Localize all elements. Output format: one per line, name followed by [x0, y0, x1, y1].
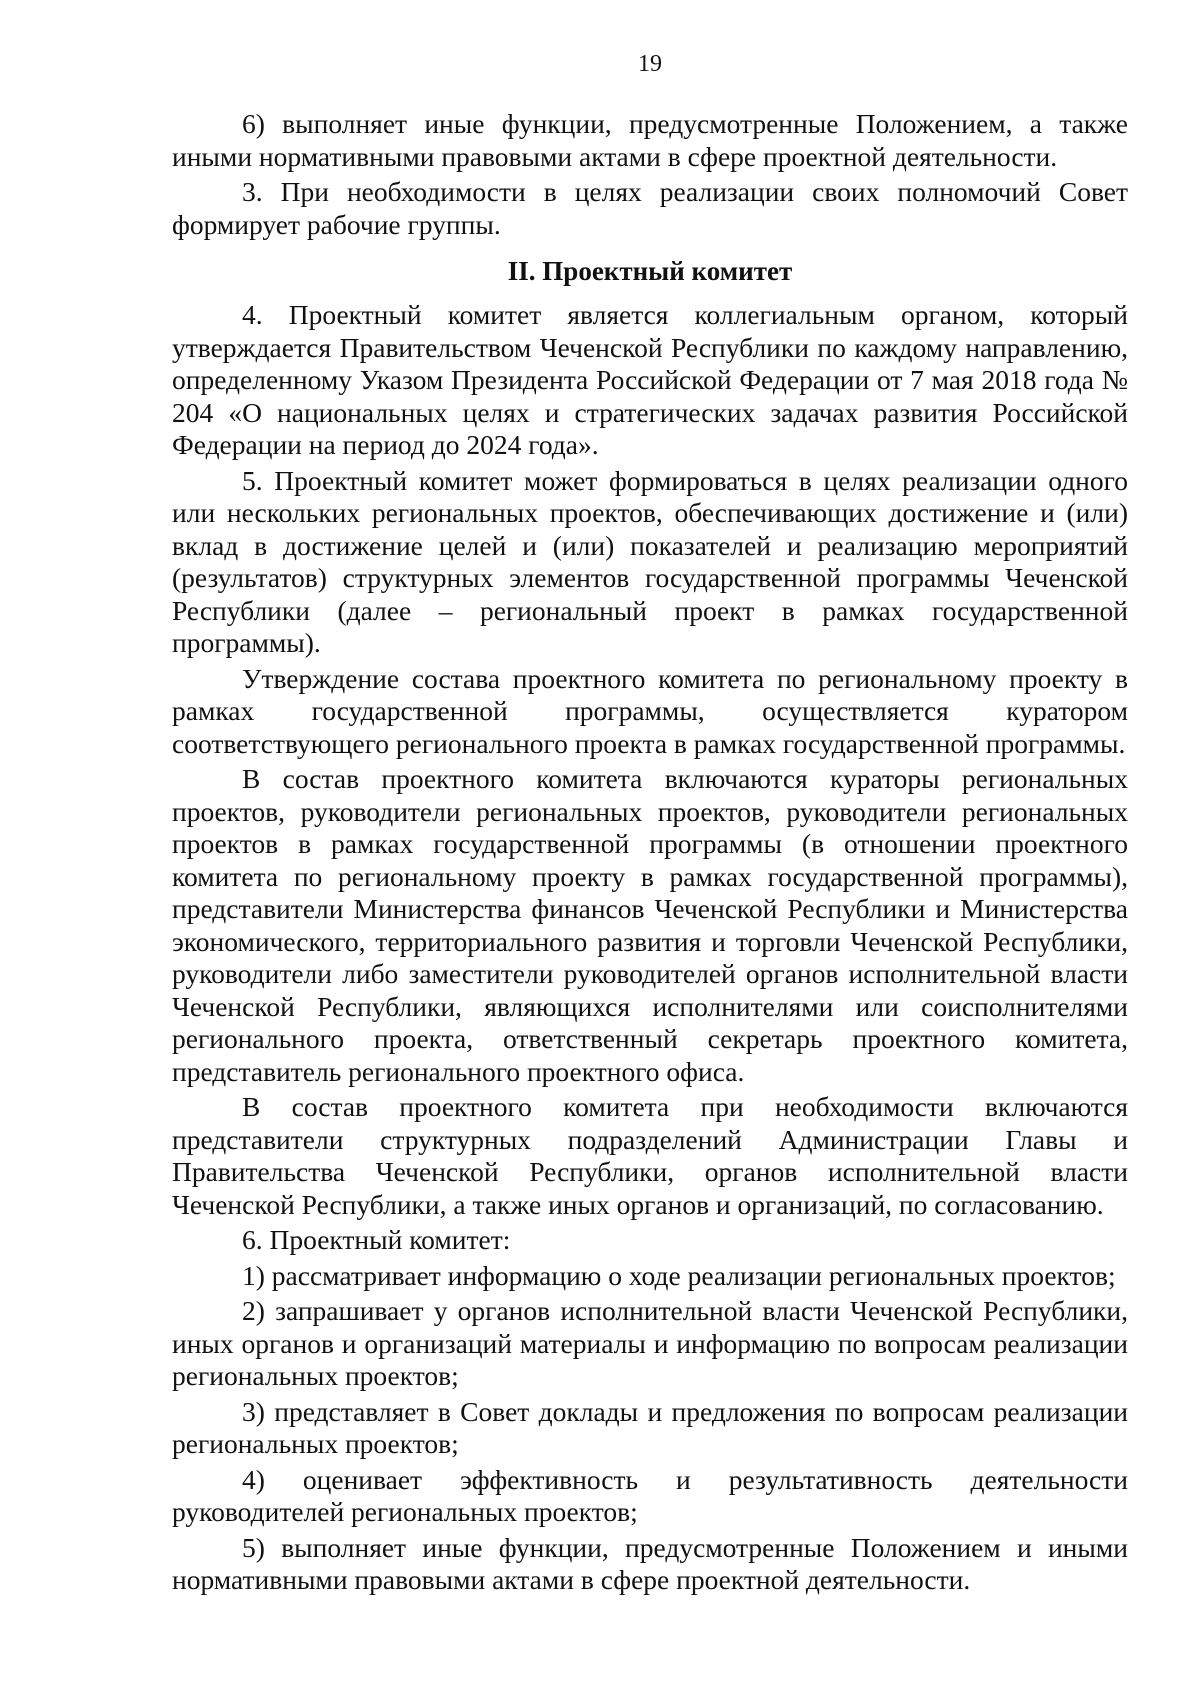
paragraph-3-working-groups: 3. При необходимости в целях реализации своих полномочий Совет формирует рабочие группы.: [172, 176, 1128, 240]
list-item-3: 3) представляет в Совет доклады и предложения по вопросам реализации региональных проектов;: [172, 1395, 1128, 1459]
document-body: [172, 108, 1128, 1597]
paragraph-4-committee-definition: 4. Проектный комитет является коллегиальным органом, который утверждается Правительством Чеченской Республики по каждому направлению, определенному Указом Президента Российской Федерации от 7 мая 2018 года № 204 «О национальных целях и стратегических задачах развития Российской Федерации на период до 2024 года».: [172, 299, 1128, 460]
list-item-4: 4) оценивает эффективность и результативность деятельности руководителей региональных проектов;: [172, 1463, 1128, 1527]
list-item-1: 1) рассматривает информацию о ходе реализации региональных проектов;: [242, 1259, 1116, 1291]
page-number: 19: [638, 51, 662, 77]
paragraph-5-committee-formation: 5. Проектный комитет может формироваться в целях реализации одного или нескольких региональных проектов, обеспечивающих достижение и (или) вклад в достижение целей и (или) показателей и реализацию мероприятий (результатов) структурных элементов государственной программы Чеченской Республики (далее – региональный проект в рамках государственной программы).: [172, 464, 1128, 658]
paragraph-composition-members: В состав проектного комитета включаются кураторы региональных проектов, руководители региональных проектов, руководители региональных проектов в рамках государственной программы (в отношении проектного комитета по региональному проекту в рамках государственной программы), представители Министерства финансов Чеченской Республики и Министерства экономического, территориального развития и торговли Чеченской Республики, руководители либо заместители руководителей органов исполнительной власти Чеченской Республики, являющихся исполнителями или соисполнителями регионального проекта, ответственный секретарь проектного комитета, представитель регионального проектного офиса.: [172, 763, 1128, 1087]
list-item-5: 5) выполняет иные функции, предусмотренные Положением и иными нормативными правовыми актами в сфере проектной деятельности.: [172, 1531, 1128, 1595]
list-item-2: 2) запрашивает у органов исполнительной власти Чеченской Республики, иных органов и организаций материалы и информацию по вопросам реализации региональных проектов;: [172, 1295, 1128, 1391]
paragraph-composition-approval: Утверждение состава проектного комитета по региональному проекту в рамках государственной программы, осуществляется куратором соответствующего регионального проекта в рамках государственной программы.: [172, 662, 1128, 759]
paragraph-6-committee-duties: 6. Проектный комитет:: [242, 1224, 511, 1255]
section-heading: II. Проектный комитет: [507, 256, 793, 286]
paragraph-composition-optional: В состав проектного комитета при необходимости включаются представители структурных подразделений Администрации Главы и Правительства Чеченской Республики, органов исполнительной власти Чеченской Республики, а также иных органов и организаций, по согласованию.: [172, 1091, 1128, 1220]
paragraph-item-6-functions: 6) выполняет иные функции, предусмотренные Положением, а также иными нормативными правовыми актами в сфере проектной деятельности.: [172, 108, 1128, 172]
